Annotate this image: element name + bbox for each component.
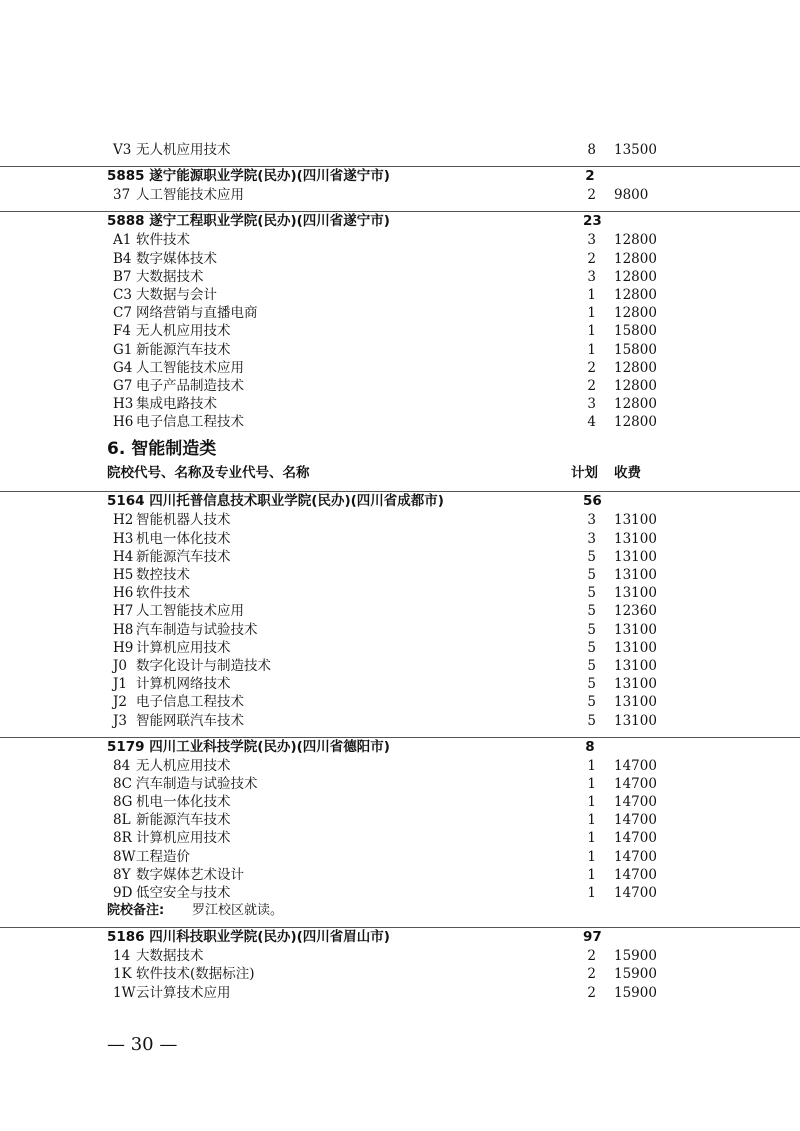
major-name: 计算机应用技术 bbox=[136, 830, 231, 847]
school-row bbox=[0, 737, 800, 757]
major-name: 低空安全与技术 bbox=[136, 885, 231, 901]
major-code: G1 bbox=[113, 341, 133, 358]
major-fee: 14700 bbox=[614, 885, 657, 901]
major-plan: 3 bbox=[587, 268, 596, 285]
major-code: J1 bbox=[113, 676, 128, 693]
header-col-fee: 收费 bbox=[614, 465, 641, 482]
note-label: 院校备注: bbox=[107, 903, 165, 919]
major-name: 计算机网络技术 bbox=[136, 676, 231, 693]
major-plan: 1 bbox=[587, 757, 596, 774]
major-row bbox=[0, 250, 800, 268]
school-name: 5179 四川工业科技学院(民办)(四川省德阳市) bbox=[107, 738, 390, 755]
major-fee: 13100 bbox=[614, 676, 657, 693]
major-name: 大数据技术 bbox=[136, 268, 204, 285]
major-fee: 14700 bbox=[614, 812, 657, 829]
major-row bbox=[0, 693, 800, 711]
major-plan: 1 bbox=[587, 341, 596, 358]
major-name: 数控技术 bbox=[136, 567, 190, 583]
major-fee: 12360 bbox=[614, 603, 657, 620]
major-plan: 3 bbox=[587, 232, 596, 249]
major-code: J3 bbox=[113, 712, 128, 729]
major-fee: 13100 bbox=[614, 512, 657, 529]
major-fee: 12800 bbox=[614, 377, 657, 394]
school-plan: 97 bbox=[583, 929, 602, 946]
major-plan: 1 bbox=[587, 794, 596, 811]
major-name: 无人机应用技术 bbox=[136, 323, 231, 340]
major-fee: 12800 bbox=[614, 359, 657, 376]
major-code: H7 bbox=[113, 603, 134, 620]
major-fee: 13100 bbox=[614, 567, 657, 583]
major-code: A1 bbox=[113, 232, 132, 249]
major-fee: 14700 bbox=[614, 830, 657, 847]
major-fee: 13100 bbox=[614, 530, 657, 547]
major-name: 大数据技术 bbox=[136, 948, 204, 965]
major-fee: 9800 bbox=[614, 187, 649, 204]
school-name: 5186 四川科技职业学院(民办)(四川省眉山市) bbox=[107, 929, 390, 946]
major-name: 人工智能技术应用 bbox=[136, 359, 244, 376]
major-fee: 15900 bbox=[614, 948, 657, 965]
major-code: 1K bbox=[113, 966, 132, 983]
major-code: H4 bbox=[113, 548, 134, 565]
major-fee: 12800 bbox=[614, 286, 657, 303]
major-code: H6 bbox=[113, 585, 134, 602]
note-text: 罗江校区就读。 bbox=[192, 903, 284, 919]
major-plan: 1 bbox=[587, 775, 596, 792]
major-plan: 5 bbox=[587, 676, 596, 693]
major-row bbox=[0, 775, 800, 793]
major-name: 电子产品制造技术 bbox=[136, 377, 244, 394]
school-plan: 8 bbox=[585, 738, 595, 755]
major-name: 新能源汽车技术 bbox=[136, 548, 231, 565]
major-name: 新能源汽车技术 bbox=[136, 812, 231, 829]
major-plan: 1 bbox=[587, 830, 596, 847]
major-plan: 3 bbox=[587, 530, 596, 547]
major-row bbox=[0, 712, 800, 730]
major-row bbox=[0, 268, 800, 286]
major-plan: 5 bbox=[587, 603, 596, 620]
major-code: H3 bbox=[113, 396, 134, 413]
major-code: 1W bbox=[113, 984, 136, 1001]
major-name: 无人机应用技术 bbox=[136, 757, 231, 774]
major-fee: 15800 bbox=[614, 341, 657, 358]
major-code: C7 bbox=[113, 305, 132, 322]
major-code: 8W bbox=[113, 848, 136, 865]
school-plan: 56 bbox=[583, 493, 602, 510]
major-name: 机电一体化技术 bbox=[136, 794, 231, 811]
major-code: 8G bbox=[113, 794, 133, 811]
major-plan: 1 bbox=[587, 323, 596, 340]
major-plan: 4 bbox=[587, 414, 596, 431]
school-note bbox=[0, 902, 800, 920]
major-fee: 14700 bbox=[614, 848, 657, 865]
major-name: 数字化设计与制造技术 bbox=[136, 657, 271, 674]
major-plan: 5 bbox=[587, 639, 596, 656]
major-row bbox=[0, 530, 800, 548]
major-code: B7 bbox=[113, 268, 132, 285]
major-fee: 13100 bbox=[614, 621, 657, 638]
major-name: 工程造价 bbox=[136, 848, 190, 865]
major-row bbox=[0, 286, 800, 304]
major-row bbox=[0, 811, 800, 829]
major-name: 人工智能技术应用 bbox=[136, 603, 244, 620]
major-name: 机电一体化技术 bbox=[136, 530, 231, 547]
major-fee: 13100 bbox=[614, 657, 657, 674]
major-fee: 14700 bbox=[614, 775, 657, 792]
major-row bbox=[0, 602, 800, 620]
major-row bbox=[0, 141, 800, 159]
major-code: 8Y bbox=[113, 866, 131, 883]
major-row bbox=[0, 657, 800, 675]
major-code: H2 bbox=[113, 512, 134, 529]
major-name: 汽车制造与试验技术 bbox=[136, 621, 258, 638]
major-code: B4 bbox=[113, 250, 132, 267]
major-plan: 1 bbox=[587, 848, 596, 865]
school-plan: 2 bbox=[585, 168, 595, 185]
table-header bbox=[0, 462, 800, 484]
major-name: 软件技术 bbox=[136, 585, 190, 602]
major-code: 84 bbox=[113, 757, 131, 774]
major-name: 汽车制造与试验技术 bbox=[136, 775, 258, 792]
major-fee: 13100 bbox=[614, 712, 657, 729]
major-plan: 2 bbox=[587, 187, 596, 204]
major-plan: 1 bbox=[587, 812, 596, 829]
major-name: 计算机应用技术 bbox=[136, 639, 231, 656]
major-name: 电子信息工程技术 bbox=[136, 694, 244, 711]
major-row bbox=[0, 231, 800, 249]
major-code: J0 bbox=[113, 657, 128, 674]
major-fee: 15800 bbox=[614, 323, 657, 340]
major-name: 云计算技术应用 bbox=[136, 984, 231, 1001]
major-code: H9 bbox=[113, 639, 134, 656]
major-code: 9D bbox=[113, 885, 133, 901]
major-plan: 2 bbox=[587, 948, 596, 965]
section-heading bbox=[0, 436, 800, 462]
major-code: V3 bbox=[113, 142, 132, 158]
major-plan: 5 bbox=[587, 712, 596, 729]
major-fee: 14700 bbox=[614, 794, 657, 811]
major-name: 数字媒体艺术设计 bbox=[136, 866, 244, 883]
major-plan: 5 bbox=[587, 621, 596, 638]
major-fee: 13500 bbox=[614, 142, 657, 158]
major-fee: 15900 bbox=[614, 966, 657, 983]
school-name: 5885 遂宁能源职业学院(民办)(四川省遂宁市) bbox=[107, 168, 390, 185]
major-row bbox=[0, 621, 800, 639]
major-plan: 5 bbox=[587, 585, 596, 602]
major-row bbox=[0, 511, 800, 529]
major-name: 网络营销与直播电商 bbox=[136, 305, 258, 322]
major-name: 智能机器人技术 bbox=[136, 512, 231, 529]
major-name: 软件技术(数据标注) bbox=[136, 966, 255, 983]
major-name: 无人机应用技术 bbox=[136, 142, 231, 158]
major-plan: 3 bbox=[587, 512, 596, 529]
major-name: 电子信息工程技术 bbox=[136, 414, 244, 431]
major-fee: 12800 bbox=[614, 250, 657, 267]
major-code: G4 bbox=[113, 359, 133, 376]
major-row bbox=[0, 947, 800, 965]
major-code: F4 bbox=[113, 323, 131, 340]
page-number: — 30 — bbox=[107, 1034, 178, 1055]
major-fee: 12800 bbox=[614, 396, 657, 413]
major-code: 37 bbox=[113, 187, 131, 204]
major-plan: 8 bbox=[587, 142, 596, 158]
major-name: 人工智能技术应用 bbox=[136, 187, 244, 204]
header-col-name: 院校代号、名称及专业代号、名称 bbox=[107, 465, 310, 482]
major-plan: 2 bbox=[587, 966, 596, 983]
major-row bbox=[0, 341, 800, 359]
major-code: G7 bbox=[113, 377, 133, 394]
major-row bbox=[0, 965, 800, 983]
major-plan: 1 bbox=[587, 305, 596, 322]
major-plan: 2 bbox=[587, 377, 596, 394]
major-fee: 13100 bbox=[614, 639, 657, 656]
major-code: C3 bbox=[113, 286, 132, 303]
major-row bbox=[0, 675, 800, 693]
major-row bbox=[0, 548, 800, 566]
major-row bbox=[0, 866, 800, 884]
major-fee: 14700 bbox=[614, 866, 657, 883]
major-row bbox=[0, 566, 800, 584]
major-name: 集成电路技术 bbox=[136, 396, 217, 413]
major-code: H8 bbox=[113, 621, 134, 638]
school-row bbox=[0, 927, 800, 947]
major-row bbox=[0, 984, 800, 1002]
major-code: 14 bbox=[113, 948, 131, 965]
major-plan: 3 bbox=[587, 396, 596, 413]
major-code: H6 bbox=[113, 414, 134, 431]
major-row bbox=[0, 848, 800, 866]
major-plan: 5 bbox=[587, 694, 596, 711]
school-plan: 23 bbox=[583, 213, 602, 230]
school-row bbox=[0, 491, 800, 511]
school-name: 5888 遂宁工程职业学院(民办)(四川省遂宁市) bbox=[107, 213, 390, 230]
school-name: 5164 四川托普信息技术职业学院(民办)(四川省成都市) bbox=[107, 493, 444, 510]
major-fee: 13100 bbox=[614, 585, 657, 602]
major-plan: 1 bbox=[587, 286, 596, 303]
major-plan: 1 bbox=[587, 885, 596, 901]
major-row bbox=[0, 884, 800, 902]
major-row bbox=[0, 639, 800, 657]
major-row bbox=[0, 757, 800, 775]
major-row bbox=[0, 304, 800, 322]
major-plan: 5 bbox=[587, 548, 596, 565]
header-col-plan: 计划 bbox=[571, 465, 598, 482]
document-body bbox=[0, 141, 800, 1002]
major-code: 8R bbox=[113, 830, 132, 847]
major-code: H5 bbox=[113, 567, 134, 583]
major-name: 大数据与会计 bbox=[136, 286, 217, 303]
major-name: 智能网联汽车技术 bbox=[136, 712, 244, 729]
major-fee: 13100 bbox=[614, 548, 657, 565]
major-plan: 1 bbox=[587, 866, 596, 883]
section-title: 6. 智能制造类 bbox=[107, 439, 217, 460]
major-code: H3 bbox=[113, 530, 134, 547]
major-plan: 2 bbox=[587, 984, 596, 1001]
major-code: J2 bbox=[113, 694, 128, 711]
major-plan: 5 bbox=[587, 657, 596, 674]
major-fee: 12800 bbox=[614, 414, 657, 431]
major-fee: 12800 bbox=[614, 268, 657, 285]
major-row bbox=[0, 377, 800, 395]
major-code: 8L bbox=[113, 812, 131, 829]
major-row bbox=[0, 186, 800, 204]
major-plan: 2 bbox=[587, 359, 596, 376]
major-name: 新能源汽车技术 bbox=[136, 341, 231, 358]
major-row bbox=[0, 413, 800, 431]
major-fee: 12800 bbox=[614, 232, 657, 249]
major-row bbox=[0, 322, 800, 340]
major-code: 8C bbox=[113, 775, 132, 792]
major-row bbox=[0, 359, 800, 377]
major-row bbox=[0, 829, 800, 847]
major-fee: 14700 bbox=[614, 757, 657, 774]
school-row bbox=[0, 211, 800, 231]
major-plan: 5 bbox=[587, 567, 596, 583]
major-plan: 2 bbox=[587, 250, 596, 267]
major-row bbox=[0, 793, 800, 811]
major-fee: 13100 bbox=[614, 694, 657, 711]
major-row bbox=[0, 584, 800, 602]
school-row bbox=[0, 166, 800, 186]
major-name: 软件技术 bbox=[136, 232, 190, 249]
major-fee: 15900 bbox=[614, 984, 657, 1001]
major-fee: 12800 bbox=[614, 305, 657, 322]
major-name: 数字媒体技术 bbox=[136, 250, 217, 267]
major-row bbox=[0, 395, 800, 413]
